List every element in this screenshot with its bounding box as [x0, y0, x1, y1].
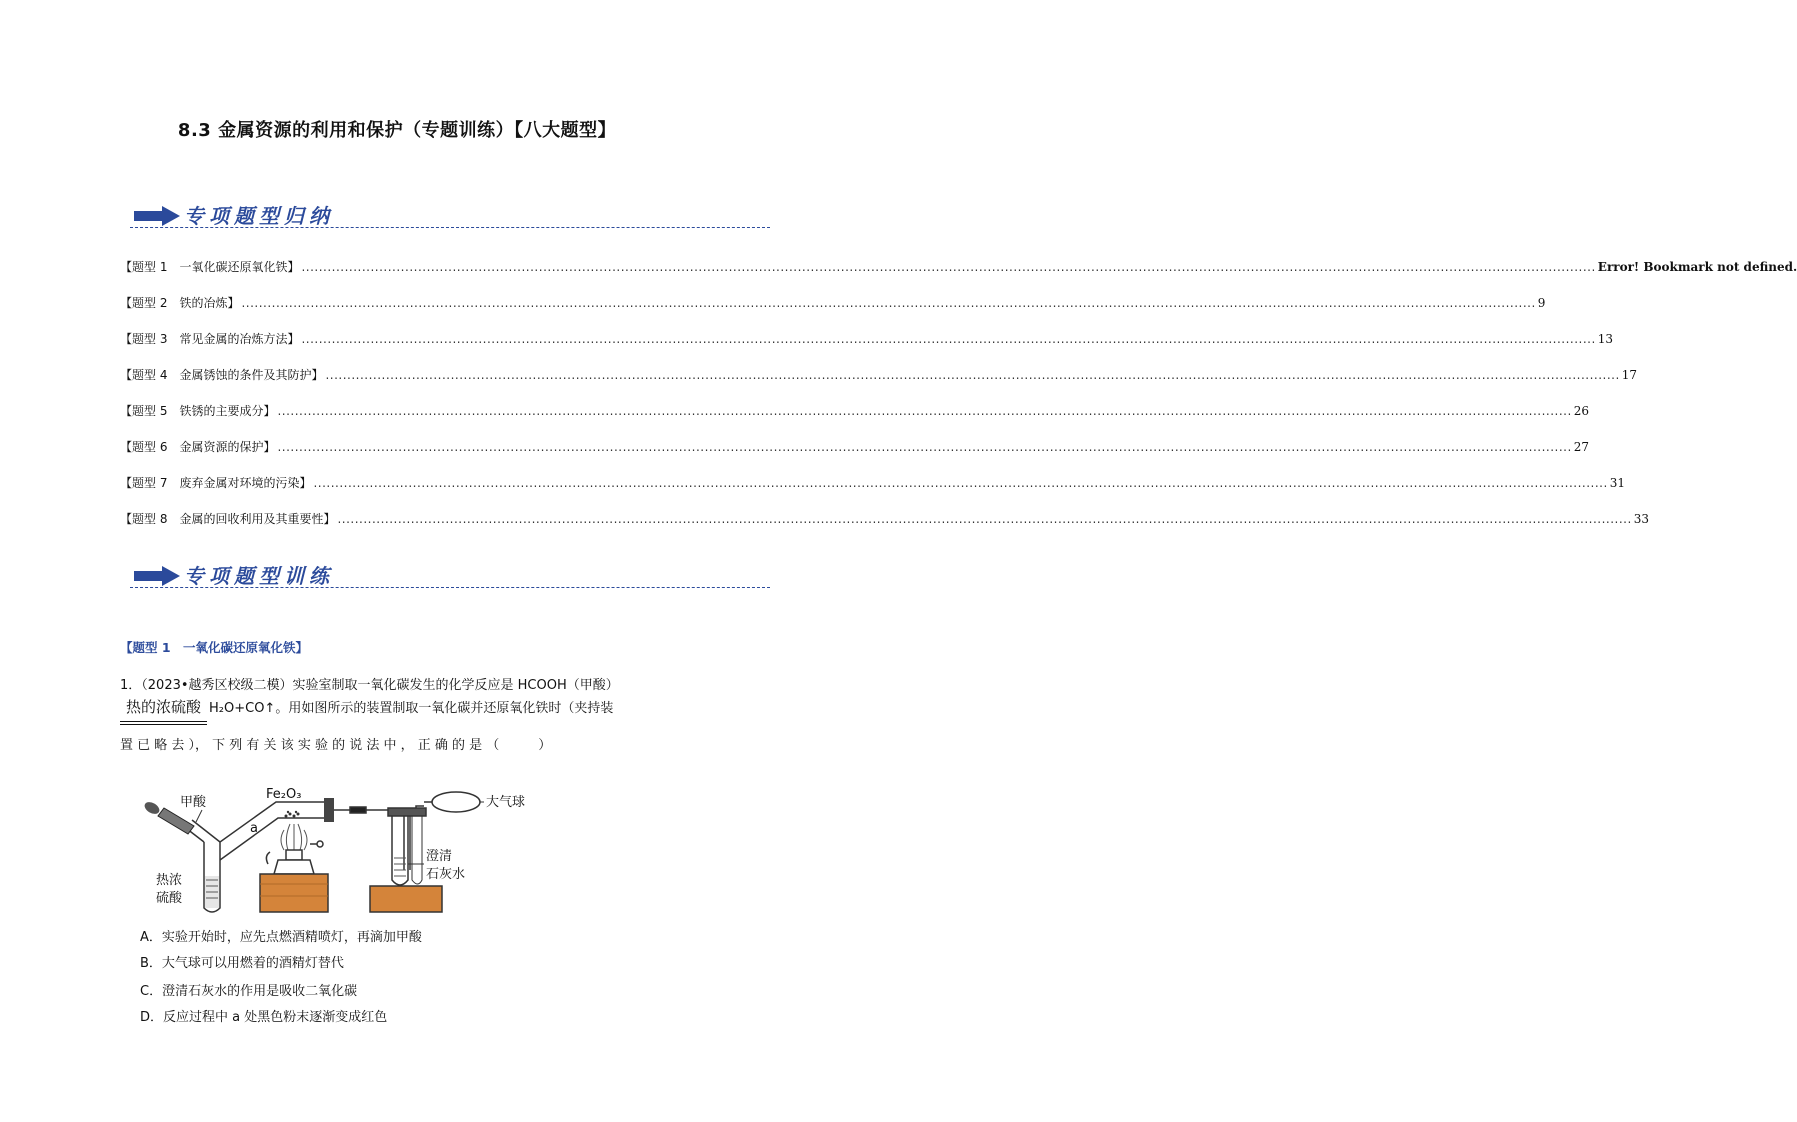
toc-entry-page: 27 [1573, 440, 1590, 454]
toc-entry-page: 26 [1573, 404, 1590, 418]
toc-entry-page: 33 [1633, 512, 1650, 526]
label-limewater-2: 石灰水 [426, 867, 466, 882]
toc-entry-label: 【题型 3 常见金属的冶炼方法】 [120, 332, 300, 346]
toc-leader-dots: ............................................................................................................................................................................................................................................................................................................ [277, 404, 1572, 418]
toc-leader-dots: ............................................................................................................................................................................................................................................................................................................ [337, 512, 1632, 526]
stopper [324, 798, 334, 822]
burner-flame [281, 824, 307, 850]
alcohol-burner [266, 841, 323, 874]
reaction-condition [120, 696, 207, 717]
reaction-condition-text: 热的浓硫酸 [126, 698, 202, 716]
label-acid-1: 热浓 [156, 873, 183, 888]
section-divider [130, 587, 770, 588]
toc-entry-page: 17 [1621, 368, 1638, 382]
section-header-summary [130, 200, 770, 232]
acid-liquid [205, 876, 219, 908]
toc-leader-dots: ............................................................................................................................................................................................................................................................................................................ [325, 368, 1620, 382]
page-title: 8.3 金属资源的利用和保护（专题训练）【八大题型】 [177, 120, 617, 141]
toc-leader-dots: ............................................................................................................................................................................................................................................................................................................ [301, 260, 1596, 274]
toc-entry-label: 【题型 1 一氧化碳还原氧化铁】 [120, 260, 300, 274]
balloon [424, 792, 480, 812]
toc-entry-label: 【题型 4 金属锈蚀的条件及其防护】 [120, 368, 324, 382]
toc-entry[interactable] [120, 474, 1626, 510]
toc-entry[interactable] [120, 510, 1650, 546]
toc-entry-label: 【题型 7 废弃金属对环境的污染】 [120, 476, 312, 490]
toc-entry[interactable] [120, 330, 1614, 366]
label-balloon: 大气球 [486, 795, 526, 810]
toc-entry-label: 【题型 2 铁的冶炼】 [120, 296, 240, 310]
section-header-training [130, 560, 770, 592]
wood-block-left [260, 874, 328, 912]
fe2o3-powder [285, 811, 300, 818]
toc-entry-label: 【题型 5 铁锈的主要成分】 [120, 404, 276, 418]
label-fe2o3: Fe₂O₃ [266, 787, 302, 802]
toc-leader-dots: ............................................................................................................................................................................................................................................................................................................ [277, 440, 1572, 454]
option-a[interactable]: A．实验开始时，应先点燃酒精喷灯，再滴加甲酸 [140, 930, 422, 945]
toc-entry-label: 【题型 8 金属的回收利用及其重要性】 [120, 512, 336, 526]
toc-entry-page: 9 [1537, 296, 1546, 310]
toc-leader-dots: ............................................................................................................................................................................................................................................................................................................ [301, 332, 1596, 346]
wood-block-right [370, 886, 442, 912]
arrow-icon [134, 566, 180, 586]
toc-entry[interactable] [120, 258, 1797, 294]
option-c[interactable]: C．澄清石灰水的作用是吸收二氧化碳 [140, 984, 358, 999]
question-text-line3: 置 已 略 去 ）， 下 列 有 关 该 实 验 的 说 法 中 ， 正 确 的 是 （ ） [120, 738, 552, 753]
toc-entry[interactable] [120, 438, 1590, 474]
question-text-line2 [120, 696, 613, 717]
toc-entry[interactable] [120, 402, 1590, 438]
toc-entry-page: 13 [1597, 332, 1614, 346]
apparatus-diagram [138, 780, 558, 920]
toc-entry[interactable] [120, 366, 1638, 402]
toc-leader-dots: ............................................................................................................................................................................................................................................................................................................ [241, 296, 1536, 310]
option-b[interactable]: B．大气球可以用燃着的酒精灯替代 [140, 956, 344, 971]
toc-entry-page: Error! Bookmark not defined. [1597, 260, 1797, 274]
toc-leader-dots: ............................................................................................................................................................................................................................................................................................................ [313, 476, 1608, 490]
question-type-heading: 【题型 1 一氧化碳还原氧化铁】 [120, 640, 309, 655]
toc-entry-label: 【题型 6 金属资源的保护】 [120, 440, 276, 454]
label-acid-2: 硫酸 [156, 891, 183, 906]
label-formic-acid: 甲酸 [180, 795, 207, 810]
question-text-line1: 1．（2023•越秀区校级二模）实验室制取一氧化碳发生的化学反应是 HCOOH（甲酸） [120, 678, 619, 693]
option-d[interactable]: D．反应过程中 a 处黑色粉末逐渐变成红色 [140, 1010, 388, 1025]
arrow-icon [134, 206, 180, 226]
table-of-contents [120, 258, 1797, 546]
toc-entry[interactable] [120, 294, 1546, 330]
section-divider [130, 227, 770, 228]
question-text-line2-rest: H₂O+CO↑。用如图所示的装置制取一氧化碳并还原氧化铁时（夹持装 [209, 701, 614, 716]
toc-entry-page: 31 [1609, 476, 1626, 490]
label-a: a [250, 821, 258, 836]
section-title-summary: 专项题型归纳 [184, 204, 334, 228]
section-title-training: 专项题型训练 [184, 564, 334, 588]
test-tube [388, 808, 426, 885]
label-limewater-1: 澄清 [426, 849, 453, 864]
